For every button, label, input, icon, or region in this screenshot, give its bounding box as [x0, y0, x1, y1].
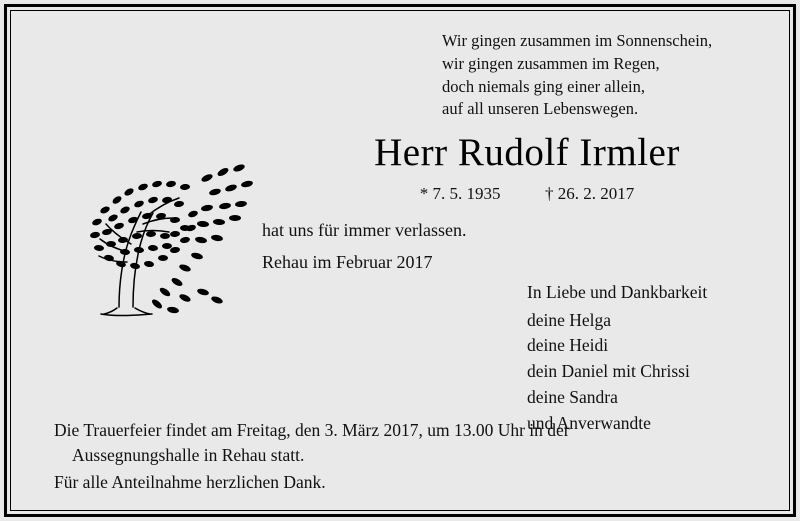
thanks-line: Für alle Anteilnahme herzlichen Dank. — [54, 472, 326, 492]
verse-line-3: doch niemals ging einer allein, — [442, 76, 645, 96]
deceased-name: Herr Rudolf Irmler — [374, 131, 680, 174]
family-member: deine Sandra — [527, 386, 618, 407]
family-member: deine Helga — [527, 309, 612, 330]
windblown-tree-icon — [57, 92, 287, 332]
place-date-line: Rehau im Februar 2017 — [262, 252, 433, 272]
statement-line: hat uns für immer verlassen. — [262, 220, 467, 240]
ceremony-paragraph — [54, 418, 754, 469]
verse-line-1: Wir gingen zusammen im Sonnenschein, — [442, 31, 713, 50]
family-member: und Anverwandte — [527, 412, 651, 433]
verse-block — [442, 30, 712, 121]
notice-content — [12, 12, 788, 509]
verse-line-4: auf all unseren Lebenswegen. — [442, 99, 639, 119]
ceremony-line-2: Aussegnungshalle in Rehau statt. — [72, 445, 305, 466]
family-member: dein Daniel mit Chrissi — [527, 361, 690, 382]
life-dates — [262, 184, 792, 204]
family-member: deine Heidi — [527, 335, 609, 356]
family-block — [527, 280, 707, 436]
birth-date: * 7. 5. 1935 — [419, 184, 501, 203]
death-date: † 26. 2. 2017 — [545, 184, 635, 203]
verse-line-2: wir gingen zusammen im Regen, — [442, 53, 660, 73]
family-heading: In Liebe und Dankbarkeit — [527, 282, 708, 302]
ceremony-line-1: Die Trauerfeier findet am Freitag, den 3. März 2017, um 13.00 Uhr in der — [54, 420, 570, 440]
